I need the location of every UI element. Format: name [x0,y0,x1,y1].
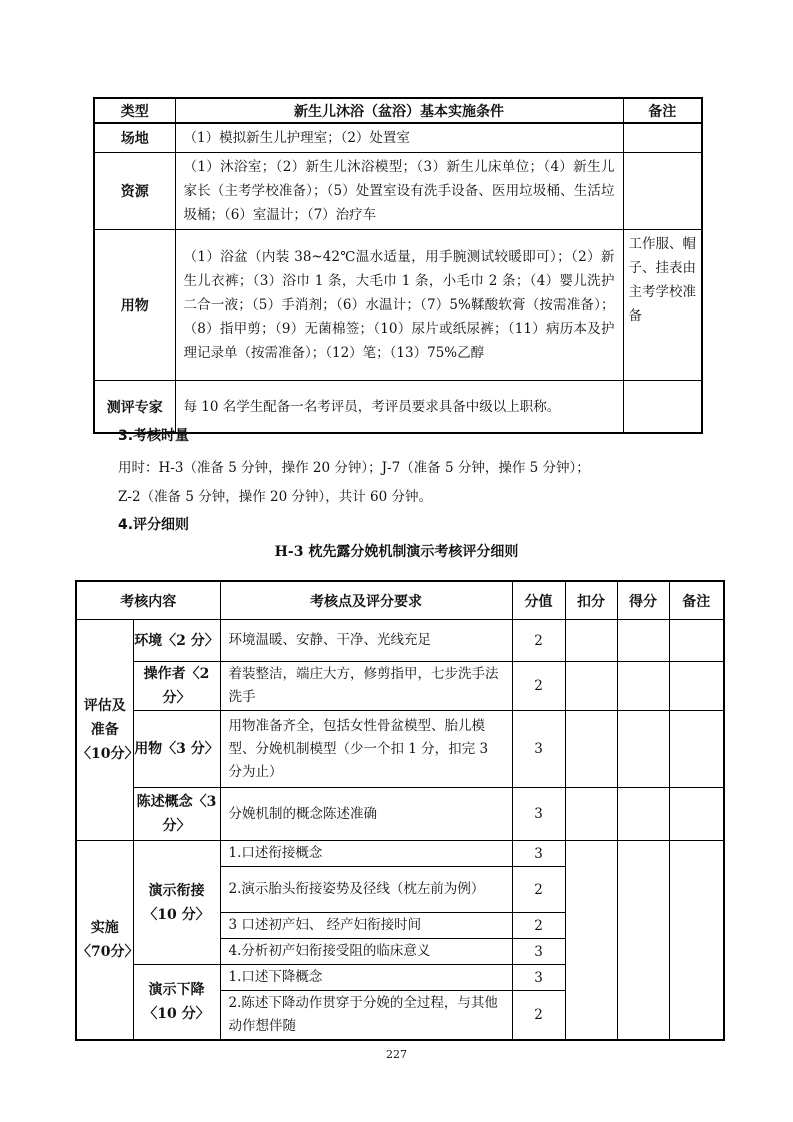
criteria-cell: 分娩机制的概念陈述准确 [220,788,512,841]
criteria-cell: 2.演示胎头衔接姿势及径线（枕左前为例） [220,867,512,913]
row-note [623,153,702,230]
table-row [76,662,724,711]
table-row [76,788,724,841]
subcategory-cell: 演示衔接〈10 分〉 [133,841,220,965]
subcategory-cell: 环境〈2 分〉 [133,620,220,662]
scoring-table-title: H-3 枕先露分娩机制演示考核评分细则 [274,544,519,560]
score-cell: 2 [512,620,565,662]
score-cell: 2 [512,867,565,913]
subcategory-cell: 用物〈3 分〉 [133,711,220,788]
time-line-2: Z-2（准备 5 分钟，操作 20 分钟），共计 60 分钟。 [118,489,432,505]
criteria-cell: 4.分析初产妇衔接受阻的临床意义 [220,939,512,965]
deduction-cell [565,620,617,662]
note-cell [669,841,724,1041]
conditions-table [93,97,703,434]
table-row [94,230,702,381]
earned-cell [617,841,669,1041]
category-cell: 实施〈70分〉 [76,841,133,1041]
score-cell: 3 [512,788,565,841]
row-type: 用物 [94,230,175,381]
earned-cell [617,662,669,711]
deduction-cell [565,662,617,711]
row-content: （1）浴盆（内装 38~42℃温水适量，用手腕测试较暖即可）；（2）新生儿衣裤；（3）浴巾 1 条，大毛巾 1 条，小毛巾 2 条；（4）婴儿洗护二合一液；（5）手消剂；（6）水温计；（7）5%鞣酸软膏（按需准备）；（8）指甲剪；（9）无菌棉签；（10）尿片或纸尿裤；（11）病历本及护理记录单（按需准备）；（12）笔；（13）75%乙醇 [175,230,623,381]
criteria-cell: 2.陈述下降动作贯穿于分娩的全过程，与其他动作想伴随 [220,991,512,1041]
header-note: 备注 [623,98,702,123]
category-cell: 评估及准备〈10分〉 [76,620,133,841]
section-heading-scoring: 4.评分细则 [118,517,190,533]
row-note [623,123,702,153]
table-row [76,841,724,867]
subcategory-cell: 陈述概念〈3 分〉 [133,788,220,841]
row-type: 测评专家 [94,381,175,434]
criteria-cell: 1.口述下降概念 [220,965,512,991]
score-cell: 3 [512,939,565,965]
header-earned: 得分 [617,581,669,620]
header-score: 分值 [512,581,565,620]
score-cell: 2 [512,991,565,1041]
table-row [94,123,702,153]
score-cell: 2 [512,662,565,711]
header-deduction: 扣分 [565,581,617,620]
deduction-cell [565,841,617,1041]
section-heading-time: 3.考核时量 [118,428,190,444]
header-type: 类型 [94,98,175,123]
earned-cell [617,711,669,788]
criteria-cell: 着装整洁，端庄大方，修剪指甲，七步洗手法洗手 [220,662,512,711]
row-content: （1）模拟新生儿护理室；（2）处置室 [175,123,623,153]
row-type: 资源 [94,153,175,230]
note-cell [669,662,724,711]
earned-cell [617,788,669,841]
row-content: （1）沐浴室；（2）新生儿沐浴模型；（3）新生儿床单位；（4）新生儿家长（主考学校准备）；（5）处置室设有洗手设备、医用垃圾桶、生活垃圾桶；（6）室温计；（7）治疗车 [175,153,623,230]
time-line-1: 用时：H-3（准备 5 分钟，操作 20 分钟）；J-7（准备 5 分钟，操作 5 分钟）； [118,460,590,476]
score-cell: 3 [512,711,565,788]
table-header-row [76,581,724,620]
deduction-cell [565,788,617,841]
scoring-table [75,580,725,1041]
criteria-cell: 1.口述衔接概念 [220,841,512,867]
row-note [623,381,702,434]
row-type: 场地 [94,123,175,153]
page-number: 227 [386,1048,407,1061]
table-row [94,153,702,230]
header-note: 备注 [669,581,724,620]
subcategory-cell: 演示下降〈10 分〉 [133,965,220,1041]
table-row [76,711,724,788]
note-cell [669,711,724,788]
criteria-cell: 3 口述初产妇、 经产妇衔接时间 [220,913,512,939]
deduction-cell [565,711,617,788]
table-header-row [94,98,702,123]
score-cell: 3 [512,841,565,867]
header-criteria: 考核点及评分要求 [220,581,512,620]
header-conditions: 新生儿沐浴（盆浴）基本实施条件 [175,98,623,123]
earned-cell [617,620,669,662]
note-cell [669,620,724,662]
score-cell: 3 [512,965,565,991]
row-note: 工作服、帽子、挂表由主考学校准备 [623,230,702,381]
row-content: 每 10 名学生配备一名考评员，考评员要求具备中级以上职称。 [175,381,623,434]
table-row [76,620,724,662]
subcategory-cell: 操作者〈2 分〉 [133,662,220,711]
criteria-cell: 用物准备齐全，包括女性骨盆模型、胎儿模型、分娩机制模型（少一个扣 1 分，扣完 3 分为止） [220,711,512,788]
note-cell [669,788,724,841]
header-content: 考核内容 [76,581,220,620]
score-cell: 2 [512,913,565,939]
criteria-cell: 环境温暖、安静、干净、光线充足 [220,620,512,662]
